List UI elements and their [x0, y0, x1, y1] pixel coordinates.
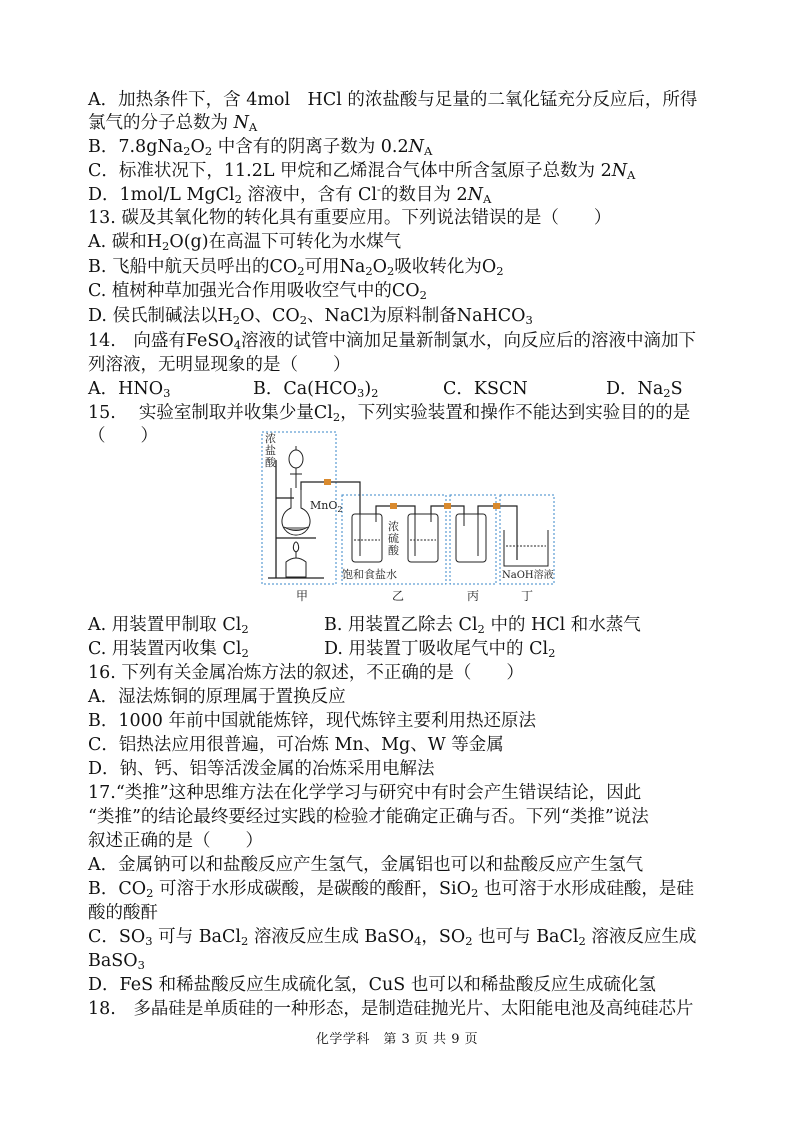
q12-option-b: B．$7.8gNa_2O_2$ 中含有的阴离子数为 $0.2N_A$: [88, 137, 433, 158]
q14-stem-line2: 列溶液，无明显现象的是（ ）: [88, 355, 351, 375]
q12-option-d: D．1mol/L MgCl$_2$ 溶液中，含有 Cl-的数目为 $2N_A$: [88, 182, 492, 206]
q15-options-ab: [88, 614, 718, 636]
q15-stem-line2: （ ）: [88, 426, 158, 446]
collecting-bottle: [456, 514, 486, 562]
wash-bottle-h2so4: [408, 514, 438, 562]
q15-option-b: B. 用装置乙除去 $Cl_2$ 中的 HCl 和水蒸气: [324, 615, 641, 636]
q13-option-c: C. 植树种草加强光合作用吸收空气中的$CO_2$: [88, 281, 427, 302]
q17-option-d: D．FeS 和稀盐酸反应生成硫化氢，CuS 也可以和稀盐酸反应生成硫化氢: [88, 975, 656, 995]
q18-stem-line1: 18. 多晶硅是单质硅的一种形态，是制造硅抛光片、太阳能电池及高纯硅芯片: [88, 999, 694, 1019]
q14-option-c: C．KSCN: [443, 379, 528, 399]
label-h2so4-1: 浓: [388, 520, 399, 533]
q13-option-b: B. 飞船中航天员呼出的$CO_2$可用$Na_2O_2$吸收转化为$O_2$: [88, 257, 504, 278]
q15-option-a: A. 用装置甲制取 $Cl_2$: [88, 615, 249, 636]
alcohol-lamp: [286, 542, 306, 577]
q14-option-b: B．$Ca(HCO_3)_2$: [253, 379, 379, 400]
caption-jia: 甲: [296, 589, 309, 603]
q14-stem-line1: 14. 向盛有FeSO$_4$溶液的试管中滴加足量新制氯水，向反应后的溶液中滴加下: [88, 331, 697, 352]
q12-option-c: C．标准状况下，11.2L 甲烷和乙烯混合气体中所含氢原子总数为 $2N_A$: [88, 161, 636, 182]
q17-stem-line3: 叙述正确的是（ ）: [88, 831, 263, 851]
q16-option-b: B．1000 年前中国就能炼锌，现代炼锌主要利用热还原法: [88, 711, 536, 731]
q16-option-d: D．钠、钙、铝等活泼金属的冶炼采用电解法: [88, 759, 435, 779]
q17-option-c-line1: C．$SO_3$ 可与 BaCl$_2$ 溶液反应生成 BaSO$_4$，$SO_2$ 也可与 BaCl$_2$ 溶液反应生成: [88, 927, 697, 948]
label-mno2: MnO$_2$: [310, 499, 343, 514]
q17-option-b-line2: 酸的酸酐: [88, 903, 158, 923]
label-h2so4-2: 硫: [388, 532, 399, 545]
q17-stem-line1: 17.“类推”这种思维方法在化学学习与研究中有时会产生错误结论，因此: [88, 783, 642, 803]
q15-option-d: D. 用装置丁吸收尾气中的 $Cl_2$: [324, 639, 556, 660]
rubber-connectors: [324, 479, 500, 509]
q12-option-a-line1: A．加热条件下，含 4mol HCl 的浓盐酸与足量的二氧化锰充分反应后，所得: [88, 90, 698, 110]
label-acid-1: 浓: [265, 432, 276, 445]
label-h2so4-3: 酸: [388, 544, 399, 557]
flask: [282, 488, 310, 535]
q17-option-b-line1: B．$CO_2$ 可溶于水形成碳酸，是碳酸的酸酐，SiO$_2$ 也可溶于水形成硅酸，是硅: [88, 879, 694, 900]
q17-stem-line2: “类推”的结论最终要经过实践的检验才能确定正确与否。下列“类推”说法: [88, 807, 649, 827]
beaker-naoh: [504, 530, 548, 566]
page-footer: 化学学科 第 3 页 共 9 页: [315, 1032, 479, 1047]
caption-yi: 乙: [392, 589, 405, 603]
caption-bing: 丙: [467, 589, 480, 603]
q15-stem-line1: 15. 实验室制取并收集少量$Cl_2$，下列实验装置和操作不能达到实验目的的是: [88, 403, 691, 424]
q17-option-c-line2: BaSO$_3$: [88, 951, 145, 972]
box-bing: [450, 495, 496, 584]
q17-option-a: A．金属钠可以和盐酸反应产生氢气，金属铝也可以和盐酸反应产生氢气: [88, 855, 644, 875]
q15-option-c: C. 用装置丙收集 $Cl_2$: [88, 639, 249, 660]
q16-stem: 16. 下列有关金属冶炼方法的叙述，不正确的是（ ）: [88, 663, 524, 683]
q16-option-c: C．铝热法应用很普遍，可冶炼 Mn、Mg、W 等金属: [88, 735, 504, 755]
q13-option-d: D. 侯氏制碱法以$H_2O$、$CO_2$、NaCl为原料制备NaHCO$_3$: [88, 306, 533, 327]
label-nacl: 饱和食盐水: [342, 568, 397, 581]
q14-option-a: A．$HNO_3$: [88, 379, 171, 400]
q14-option-d: D．$Na_2S$: [606, 379, 683, 400]
label-acid-2: 盐: [265, 444, 276, 457]
glass-tubes: [301, 482, 517, 560]
label-acid-3: 酸: [265, 456, 276, 469]
q13-stem: 13. 碳及其氧化物的转化具有重要应用。下列说法错误的是（ ）: [88, 208, 612, 228]
q15-options-cd: [88, 638, 718, 660]
wash-bottle-nacl: [352, 514, 382, 562]
q16-option-a: A．湿法炼铜的原理属于置换反应: [88, 687, 346, 707]
q13-option-a: A. 碳和$H_2O(g)$在高温下可转化为水煤气: [88, 232, 402, 253]
label-naoh: NaOH溶液: [502, 570, 554, 581]
apparatus-figure: [256, 430, 556, 605]
caption-ding: 丁: [521, 589, 534, 603]
q12-option-a-line2: 氯气的分子总数为 $N_A$: [88, 113, 258, 134]
q14-options: [88, 378, 718, 400]
